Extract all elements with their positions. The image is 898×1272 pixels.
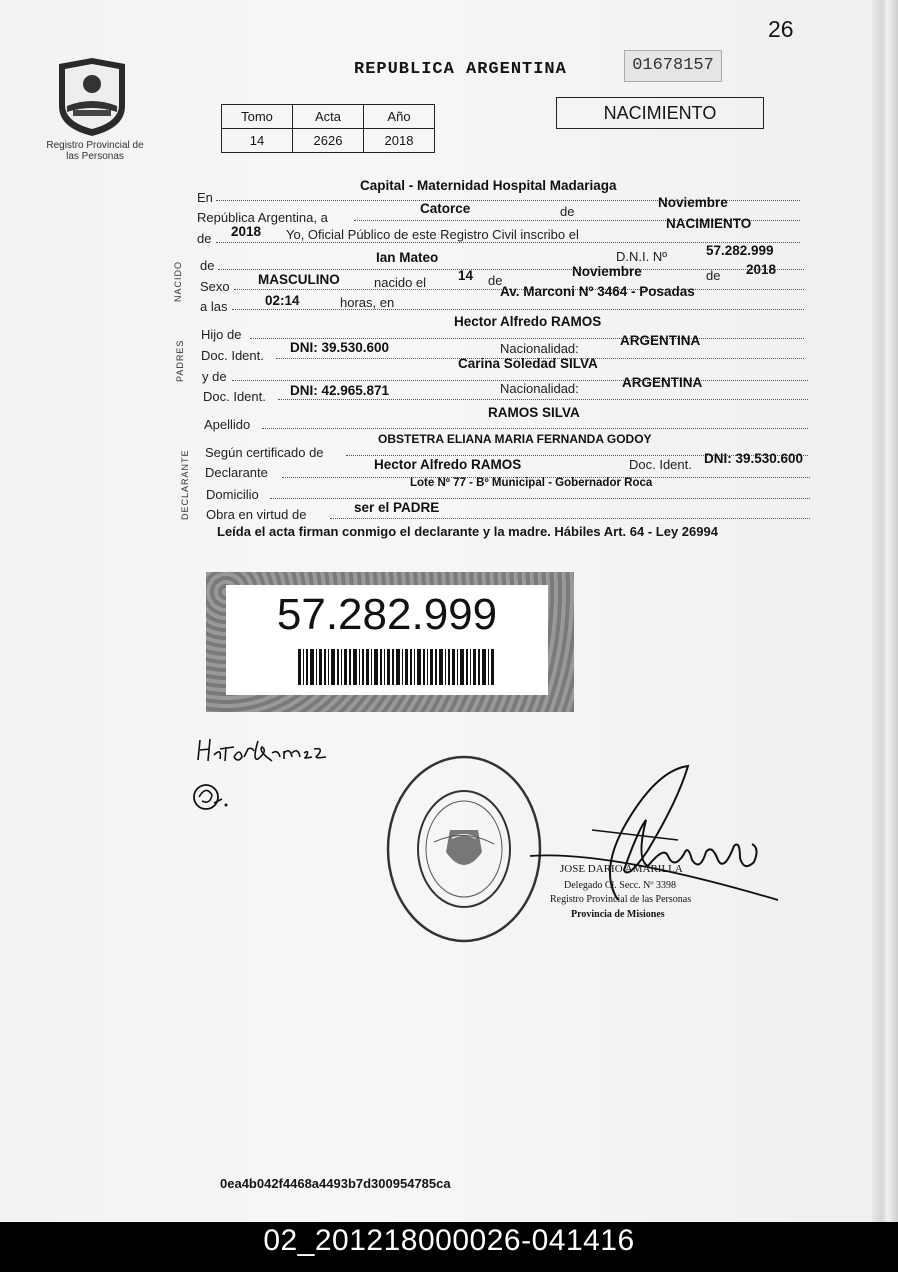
id-sticker-number: 57.282.999 [276, 590, 498, 639]
line-apellido [262, 428, 808, 429]
value-padre: Hector Alfredo RAMOS [454, 314, 602, 329]
line-domicilio [270, 498, 810, 499]
label-a-las: a las [200, 299, 228, 314]
line-hora [232, 309, 804, 310]
footer-code: 02_201218000026-041416 [263, 1224, 635, 1257]
barcode-icon [298, 649, 494, 685]
value-apellido: RAMOS SILVA [488, 405, 580, 420]
provincial-seal-icon [55, 56, 130, 138]
value-declarante: Hector Alfredo RAMOS [374, 457, 522, 472]
value-madre-nac: ARGENTINA [622, 375, 703, 390]
serial-number: 01678157 [624, 50, 722, 82]
value-nac-dia: 14 [458, 268, 474, 283]
value-nombre: Ian Mateo [376, 250, 439, 265]
value-dni: 57.282.999 [706, 243, 774, 258]
side-label-padres: PADRES [175, 339, 185, 382]
acta-header: Acta [293, 105, 364, 129]
label-doc-madre: Doc. Ident. [203, 389, 266, 404]
label-de-1: de [560, 204, 575, 219]
label-nacido-el: nacido el [374, 275, 427, 290]
signature-role: Delegado Cl. Secc. Nº 3398 [564, 880, 676, 891]
label-en: En [197, 190, 213, 205]
side-label-declarante: DECLARANTE [180, 449, 190, 520]
value-mes: Noviembre [658, 195, 728, 210]
value-padre-nac: ARGENTINA [620, 333, 701, 348]
value-domicilio-nac: Av. Marconi Nº 3464 - Posadas [500, 284, 695, 299]
label-doc-padre: Doc. Ident. [201, 348, 264, 363]
value-tipo: NACIMIENTO [666, 216, 752, 231]
value-declarante-doc: DNI: 39.530.600 [704, 451, 804, 466]
label-sexo: Sexo [200, 279, 230, 294]
line-obra [330, 518, 810, 519]
declarant-signature-icon [192, 735, 332, 815]
closing-text: Leída el acta firman conmigo el declarante y la madre. Hábiles Art. 64 - Ley 26994 [217, 524, 718, 539]
signature-org: Registro Provincial de las Personas [550, 894, 692, 905]
label-horas-en: horas, en [340, 295, 395, 310]
registry-table [221, 104, 435, 153]
value-anio: 2018 [231, 224, 262, 239]
value-nac-mes: Noviembre [572, 264, 642, 279]
acta-value: 2626 [293, 129, 364, 153]
label-nac-madre: Nacionalidad: [500, 381, 579, 396]
tomo-header: Tomo [222, 105, 293, 129]
anio-header: Año [364, 105, 435, 129]
label-declarante: Declarante [205, 465, 268, 480]
document-title: REPUBLICA ARGENTINA [354, 60, 567, 79]
line-padre [250, 338, 804, 339]
value-nac-anio: 2018 [746, 262, 777, 277]
label-dni: D.N.I. Nº [616, 249, 667, 264]
signature-name: JOSE DARIO AMARILLA [560, 863, 683, 875]
tomo-value: 14 [222, 129, 293, 153]
organization-name: Registro Provincial de las Personas [46, 140, 144, 162]
label-de-4: de [488, 273, 503, 288]
value-sexo: MASCULINO [258, 272, 340, 287]
value-hora: 02:14 [265, 293, 300, 308]
value-lugar: Capital - Maternidad Hospital Madariaga [360, 178, 617, 193]
value-domicilio: Lote Nº 77 - Bº Municipal - Gobernador Roca [410, 477, 653, 489]
label-de-5: de [706, 268, 721, 283]
label-inscribo: Yo, Oficial Público de este Registro Civil inscribo el [286, 227, 579, 242]
value-certificado: OBSTETRA ELIANA MARIA FERNANDA GODOY [378, 432, 652, 446]
label-segun: Según certificado de [205, 445, 324, 460]
line-madre-doc [278, 399, 808, 400]
signature-province: Provincia de Misiones [571, 909, 665, 920]
label-apellido: Apellido [204, 417, 251, 432]
label-y-de: y de [202, 369, 227, 384]
record-type-box: NACIMIENTO [556, 97, 764, 129]
label-doc-declarante: Doc. Ident. [629, 457, 692, 472]
official-stamp-icon [384, 752, 544, 946]
label-domicilio: Domicilio [206, 487, 259, 502]
page-number: 26 [768, 16, 794, 42]
label-republica: República Argentina, a [197, 210, 328, 225]
page-edge [872, 0, 898, 1222]
value-padre-doc: DNI: 39.530.600 [290, 340, 390, 355]
value-obra: ser el PADRE [354, 500, 440, 515]
value-dia: Catorce [420, 201, 471, 216]
value-madre: Carina Soledad SILVA [458, 356, 598, 371]
label-de-3: de [200, 258, 215, 273]
label-de-2: de [197, 231, 212, 246]
label-hijo-de: Hijo de [201, 327, 242, 342]
document-hash: 0ea4b042f4468a4493b7d300954785ca [220, 1176, 451, 1191]
label-obra: Obra en virtud de [206, 507, 307, 522]
value-madre-doc: DNI: 42.965.871 [290, 383, 390, 398]
label-nac-padre: Nacionalidad: [500, 341, 579, 356]
side-label-nacido: NACIDO [173, 260, 183, 302]
anio-value: 2018 [364, 129, 435, 153]
